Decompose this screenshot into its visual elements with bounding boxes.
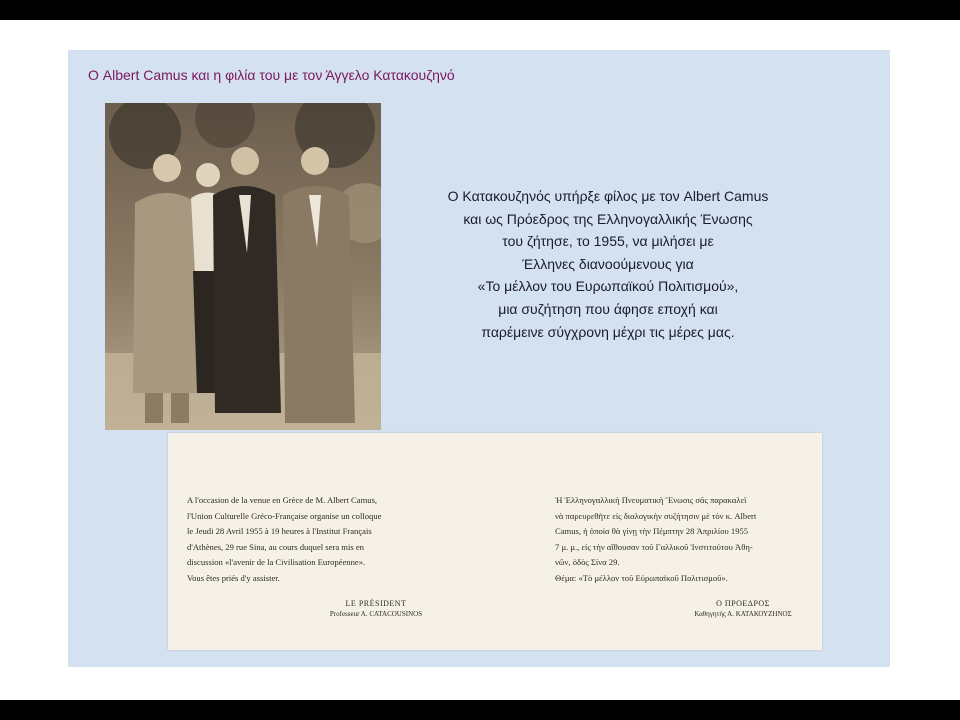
greek-line: νὰ παρευρεθῆτε εἰς διαλογικὴν συζήτησιν μὲ τὸν κ. Albert (555, 510, 757, 521)
body-text (398, 185, 818, 343)
invitation-greek-text (555, 493, 805, 587)
letterbox-bottom (0, 700, 960, 720)
body-line: παρέμεινε σύγχρονη μέχρι τις μέρες μας. (481, 323, 735, 340)
letterbox-top (0, 0, 960, 20)
camus-photo (105, 103, 381, 430)
greek-line: νῶν, ὁδὸς Σίνα 29. (555, 557, 620, 568)
french-line: l'Union Culturelle Gréco-Française organise un colloque (187, 510, 382, 521)
body-line: «Το μέλλον του Ευρωπαϊκού Πολιτισμού», (477, 278, 739, 295)
greek-line: Θέμα: «Τὸ μέλλον τοῦ Εὐρωπαϊκοῦ Πολιτισμοῦ». (555, 572, 728, 583)
invitation-french-text (187, 493, 442, 587)
greek-signature-role: Ο ΠΡΟΕΔΡΟΣ (716, 599, 770, 608)
french-signature-name: Professeur A. CATACOUSINOS (329, 610, 423, 618)
french-signature-role: LE PRÉSIDENT (345, 599, 407, 608)
body-line: του ζήτησε, το 1955, να μιλήσει με (502, 233, 714, 250)
body-line: Ο Κατακουζηνός υπήρξε φίλος με τον Albert Camus (447, 188, 769, 204)
body-line: Έλληνες διανοούμενους για (522, 255, 694, 272)
french-line: A l'occasion de la venue en Grèce de M. Albert Camus, (187, 495, 378, 505)
greek-signature-name: Καθηγητὴς Α. ΚΑΤΑΚΟΥΖΗΝΟΣ (694, 610, 792, 618)
french-line: d'Athènes, 29 rue Sina, au cours duquel sera mis en (187, 541, 364, 552)
slide-title: Ο Albert Camus και η φιλία του με τον Άγγελο Κατακουζηνό (88, 67, 455, 83)
greek-line: 7 μ. μ., εἰς τὴν αἴθουσαν τοῦ Γαλλικοῦ Ἰνστιτούτου Ἀθη- (555, 541, 753, 552)
slide (68, 50, 890, 667)
greek-line: Ἡ Ἑλληνογαλλικὴ Πνευματικὴ Ἕνωσις σᾶς παρακαλεῖ (555, 495, 747, 505)
french-line: Vous êtes priés d'y assister. (187, 572, 280, 583)
body-line: μια συζήτηση που άφησε εποχή και (498, 300, 718, 317)
french-signature (311, 599, 441, 618)
body-line: και ως Πρόεδρος της Ελληνογαλλικής Ένωσης (463, 210, 753, 227)
greek-line: Camus, ἡ ὁποία θὰ γίνῃ τὴν Πέμπτην 28 Ἀπριλίου 1955 (555, 526, 749, 537)
greek-signature (673, 599, 813, 618)
french-line: le Jeudi 28 Avril 1955 à 19 heures à l'Institut Français (187, 526, 372, 537)
french-line: discussion «l'avenir de la Civilisation Européenne». (187, 557, 366, 568)
invitation-card (168, 433, 822, 650)
